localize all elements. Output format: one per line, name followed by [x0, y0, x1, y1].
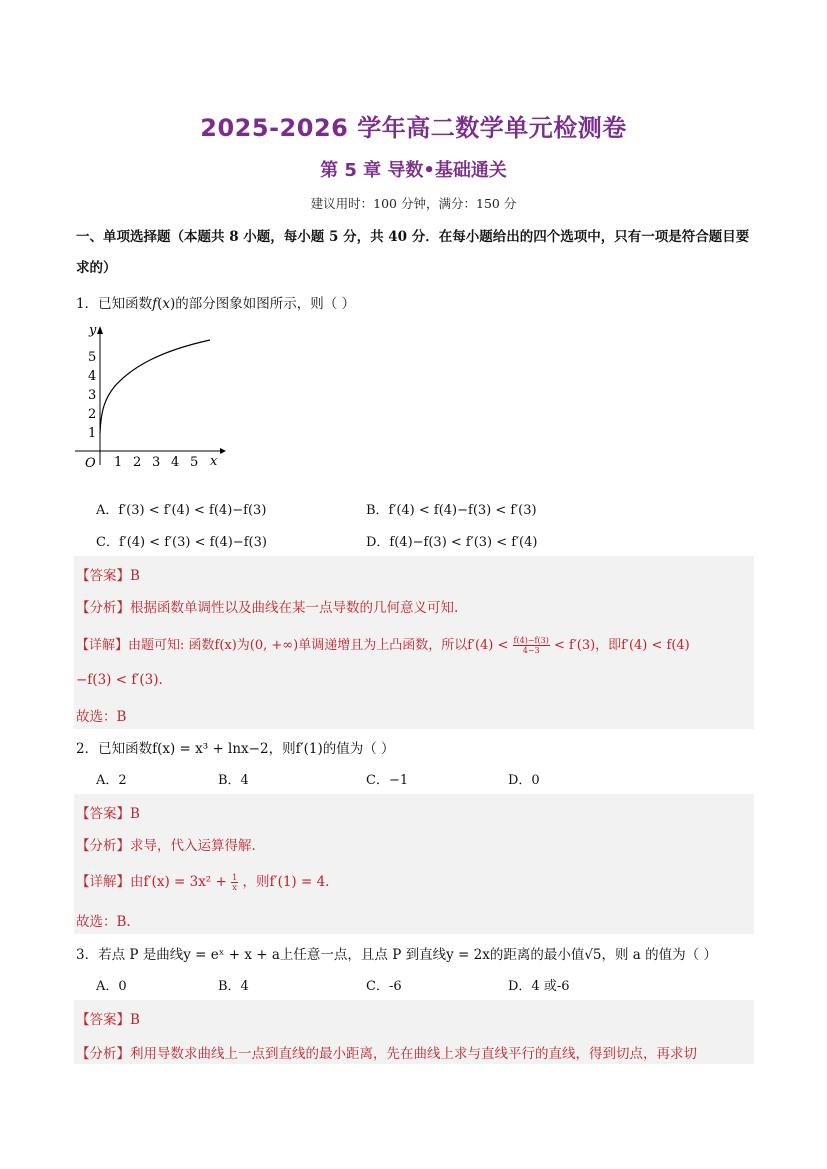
- question-2-stem: 2．已知函数f(x) = x³ + lnx−2，则f′(1)的值为（ ）: [76, 741, 395, 757]
- q1-detail-fraction: $\frac{f(4)-f(3)}{4-3}$: [513, 636, 549, 655]
- q1-option-c: C．f′(4) < f′(3) < f(4)−f(3): [96, 535, 267, 550]
- q2-detail: 【详解】由f′(x) = 3x² + $\frac{1}{x}$ ，则f′(1) = 4.: [76, 873, 330, 892]
- y-tick-label: 3: [88, 388, 97, 403]
- y-tick-label: 5: [88, 350, 97, 365]
- y-tick-label: 1: [88, 426, 97, 441]
- q3-analysis: 【分析】利用导数求曲线上一点到直线的最小距离，先在曲线上求与直线平行的直线，得到切点，再求切: [76, 1046, 697, 1062]
- page-title: 2025-2026 学年高二数学单元检测卷: [200, 114, 627, 142]
- exam-info: 建议用时：100 分钟，满分：150 分: [310, 196, 517, 211]
- q3-option-b: B．4: [218, 979, 249, 994]
- x-tick-label: 2: [133, 455, 142, 470]
- section-heading: 一、单项选择题（本题共 8 小题，每小题 5 分，共 40 分．在每小题给出的四个选项中，只有一项是符合题目要求的）: [76, 229, 750, 276]
- q2-answer-box: [74, 794, 754, 934]
- function-graph: [70, 320, 230, 475]
- question-3-stem: 3．若点 P 是曲线y = eˣ + x + a上任意一点，且点 P 到直线y = 2x的距离的最小值√5，则 a 的值为（ ）: [76, 947, 717, 963]
- q2-option-d: D．0: [508, 773, 540, 788]
- origin-label: O: [85, 456, 96, 471]
- q1-detail-cont: −f(3) < f′(3).: [76, 672, 163, 688]
- q2-option-a: A．2: [96, 773, 127, 788]
- q3-answer: 【答案】B: [76, 1012, 140, 1028]
- q2-answer: 【答案】B: [76, 806, 140, 822]
- y-axis-arrow: [97, 326, 103, 334]
- q1-option-b: B．f′(4) < f(4)−f(3) < f′(3): [366, 503, 537, 518]
- chapter-subtitle: 第 5 章 导数•基础通关: [320, 160, 507, 181]
- q3-option-a: A．0: [96, 979, 127, 994]
- function-curve: [100, 340, 210, 433]
- q2-conclusion: 故选：B.: [76, 914, 131, 930]
- question-1-stem: 1．已知函数f(x)的部分图象如图所示，则（ ）: [76, 296, 356, 312]
- q3-option-c: C．-6: [366, 979, 402, 994]
- y-tick-label: 2: [88, 407, 97, 422]
- x-axis-arrow: [220, 448, 226, 454]
- q3-option-d: D．4 或-6: [508, 979, 570, 994]
- x-tick-label: 1: [114, 455, 123, 470]
- q1-detail: 【详解】由题可知: 函数f(x)为(0, +∞)单调递增且为上凸函数，所以f′(4) < $\frac{f(4)-f(3)}{4-3}$ < f′(3)，即f′(4) < f(4): [76, 636, 690, 655]
- q2-analysis: 【分析】求导，代入运算得解.: [76, 838, 256, 854]
- x-axis-label: x: [210, 454, 218, 469]
- x-tick-label: 5: [190, 455, 199, 470]
- x-tick-label: 3: [152, 455, 161, 470]
- q1-option-a: A．f′(3) < f′(4) < f(4)−f(3): [96, 503, 267, 518]
- q1-conclusion: 故选：B: [76, 709, 127, 725]
- y-tick-label: 4: [88, 369, 97, 384]
- q2-detail-fraction: $\frac{1}{x}$: [232, 873, 238, 892]
- q2-option-b: B．4: [218, 773, 249, 788]
- x-tick-label: 4: [171, 455, 180, 470]
- q1-answer: 【答案】B: [76, 568, 140, 584]
- q2-option-c: C．−1: [366, 773, 409, 788]
- q1-analysis: 【分析】根据函数单调性以及曲线在某一点导数的几何意义可知.: [76, 600, 459, 616]
- q1-option-d: D．f(4)−f(3) < f′(3) < f′(4): [366, 535, 538, 550]
- y-axis-label: y: [89, 323, 97, 338]
